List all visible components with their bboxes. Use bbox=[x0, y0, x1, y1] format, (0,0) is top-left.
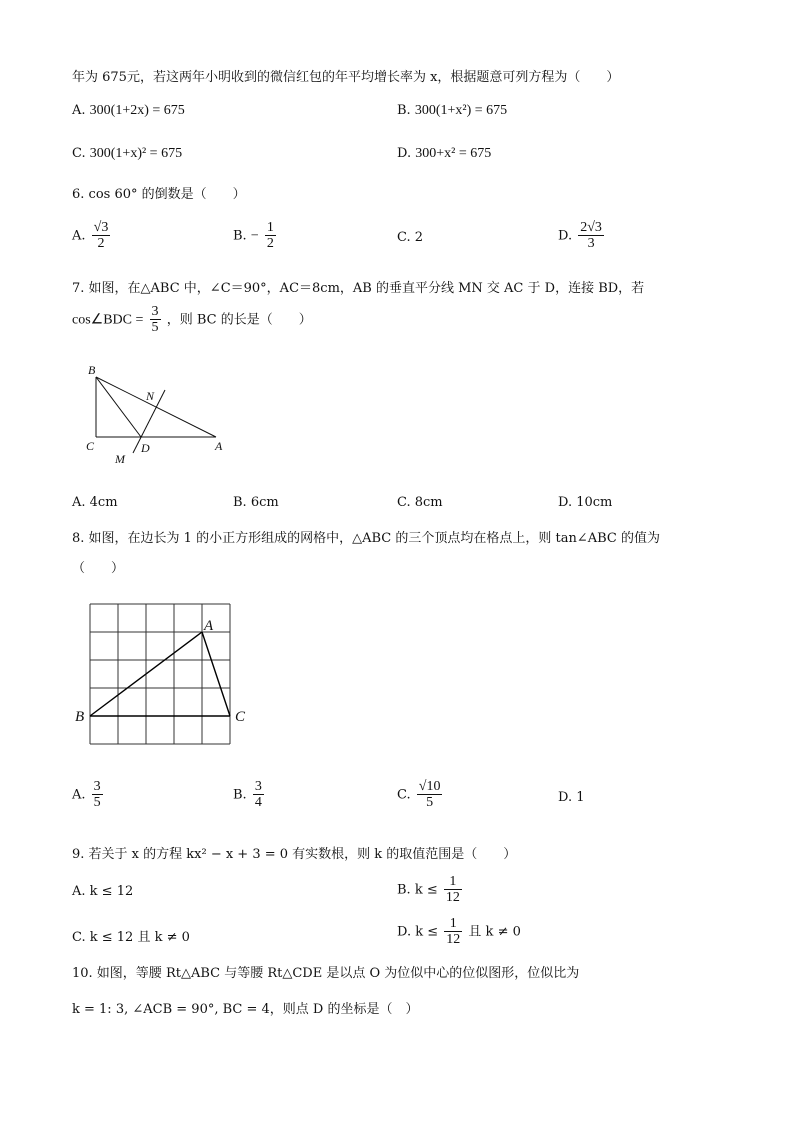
q5-a-math: 300(1+2x) = 675 bbox=[89, 103, 185, 118]
q5-d-math: 300+x² = 675 bbox=[415, 146, 492, 161]
q5-option-d bbox=[397, 146, 491, 162]
q7-option-b: B. 6cm bbox=[233, 495, 279, 510]
q6-b-fraction bbox=[265, 220, 276, 252]
q8-label-c: C bbox=[235, 709, 246, 725]
q5-d-label: D. bbox=[397, 146, 412, 161]
q8-a-label: A. bbox=[72, 787, 86, 803]
q5-b-label: B. bbox=[397, 103, 411, 118]
q6-option-d bbox=[558, 220, 606, 252]
q5-stem: 年为 675元，若这两年小明收到的微信红包的年平均增长率为 x，根据题意可列方程为（ ） bbox=[72, 70, 620, 85]
q6-b-num: 1 bbox=[266, 220, 274, 235]
q8-c-den: 5 bbox=[426, 795, 434, 810]
q9-d-num: 1 bbox=[444, 916, 462, 932]
q6-option-a bbox=[72, 220, 112, 252]
q9-b-den: 12 bbox=[445, 890, 460, 905]
q10-stem: 10. 如图，等腰 Rt△ABC 与等腰 Rt△CDE 是以点 O 为位似中心的位似图形，位似比为 bbox=[72, 966, 580, 981]
q9-d-label: D. k ≤ bbox=[397, 924, 439, 940]
q9-b-label: B. k ≤ bbox=[397, 882, 438, 898]
q6-d-fraction bbox=[578, 220, 604, 252]
q8-option-b bbox=[233, 779, 266, 811]
q7-cond-fraction bbox=[150, 304, 161, 336]
q5-c-math: 300(1+x)² = 675 bbox=[89, 146, 183, 161]
q6-a-fraction bbox=[92, 220, 111, 252]
q6-b-den: 2 bbox=[266, 236, 274, 251]
q7-option-c: C. 8cm bbox=[397, 495, 443, 510]
q9-option-c: C. k ≤ 12 且 k ≠ 0 bbox=[72, 930, 190, 945]
q7-triangle-figure bbox=[80, 360, 240, 470]
q7-label-m: M bbox=[115, 452, 125, 466]
q5-option-c bbox=[72, 146, 182, 162]
q7-label-b: B bbox=[88, 363, 96, 377]
q8-c-num: √10 bbox=[418, 779, 441, 794]
q8-grid-figure bbox=[70, 598, 260, 750]
q9-d-suffix: 且 k ≠ 0 bbox=[468, 924, 521, 940]
q7-label-n: N bbox=[146, 389, 155, 403]
q8-b-num: 3 bbox=[254, 779, 262, 794]
q5-option-b bbox=[397, 103, 507, 119]
q5-c-label: C. bbox=[72, 146, 86, 161]
q7-segment-bd bbox=[96, 377, 141, 437]
q9-option-b bbox=[397, 874, 464, 906]
q9-d-fraction bbox=[444, 916, 462, 948]
q8-a-fraction bbox=[92, 779, 103, 811]
q6-option-b bbox=[233, 220, 278, 252]
q8-a-num: 3 bbox=[93, 779, 101, 794]
q9-stem: 9. 若关于 x 的方程 kx² − x + 3 = 0 有实数根，则 k 的取值范围是（ ） bbox=[72, 847, 517, 862]
q9-option-d bbox=[397, 916, 521, 948]
q7-label-d: D bbox=[141, 441, 150, 455]
q7-cond-num: 3 bbox=[151, 304, 159, 319]
q5-b-math: 300(1+x²) = 675 bbox=[414, 103, 508, 118]
q6-b-label: B. bbox=[233, 228, 247, 244]
q8-b-label: B. bbox=[233, 787, 247, 803]
q9-b-num: 1 bbox=[444, 874, 462, 890]
q8-option-c bbox=[397, 779, 444, 811]
q7-stem: 7. 如图，在△ABC 中，∠C＝90°，AC＝8cm，AB 的垂直平分线 MN 交 AC 于 D，连接 BD，若 bbox=[72, 281, 645, 296]
q7-cond-suffix: ，则 BC 的长是（ ） bbox=[166, 312, 312, 328]
q5-option-a bbox=[72, 103, 185, 119]
q6-option-c: C. 2 bbox=[397, 230, 424, 245]
q6-a-label: A. bbox=[72, 228, 86, 244]
q6-a-den: 2 bbox=[97, 236, 105, 251]
q8-option-d: D. 1 bbox=[558, 790, 585, 805]
q8-b-fraction bbox=[253, 779, 264, 811]
q7-cond-den: 5 bbox=[151, 320, 159, 335]
q5-a-label: A. bbox=[72, 103, 86, 118]
q7-label-a: A bbox=[215, 439, 223, 453]
q8-label-b: B bbox=[75, 709, 85, 725]
q8-segment-ac bbox=[202, 632, 230, 716]
q8-label-a: A bbox=[204, 618, 214, 634]
q8-stem-blank: （ ） bbox=[72, 561, 125, 576]
q6-d-label: D. bbox=[558, 228, 573, 244]
q8-c-label: C. bbox=[397, 787, 411, 803]
q7-condition bbox=[72, 304, 312, 336]
q10-stem-line2: k = 1: 3, ∠ACB = 90°, BC = 4，则点 D 的坐标是（ ） bbox=[72, 1002, 419, 1017]
q8-a-den: 5 bbox=[93, 795, 101, 810]
q7-label-c: C bbox=[86, 439, 95, 453]
q9-option-a: A. k ≤ 12 bbox=[72, 884, 134, 899]
q6-d-den: 3 bbox=[587, 236, 595, 251]
q8-option-a bbox=[72, 779, 105, 811]
q8-c-fraction bbox=[417, 779, 443, 811]
q7-cond-prefix: cos∠BDC = bbox=[72, 312, 144, 328]
q6-b-sign: − bbox=[250, 228, 259, 244]
q7-option-a: A. 4cm bbox=[72, 495, 118, 510]
q8-b-den: 4 bbox=[254, 795, 262, 810]
q9-b-fraction bbox=[444, 874, 462, 906]
q6-stem: 6. cos 60° 的倒数是（ ） bbox=[72, 187, 246, 202]
q6-d-num: 2√3 bbox=[580, 220, 602, 235]
q6-a-num: √3 bbox=[93, 220, 109, 235]
q8-stem: 8. 如图，在边长为 1 的小正方形组成的网格中，△ABC 的三个顶点均在格点上，则 tan∠ABC 的值为 bbox=[72, 531, 660, 546]
q9-d-den: 12 bbox=[446, 932, 461, 947]
q7-option-d: D. 10cm bbox=[558, 495, 613, 510]
